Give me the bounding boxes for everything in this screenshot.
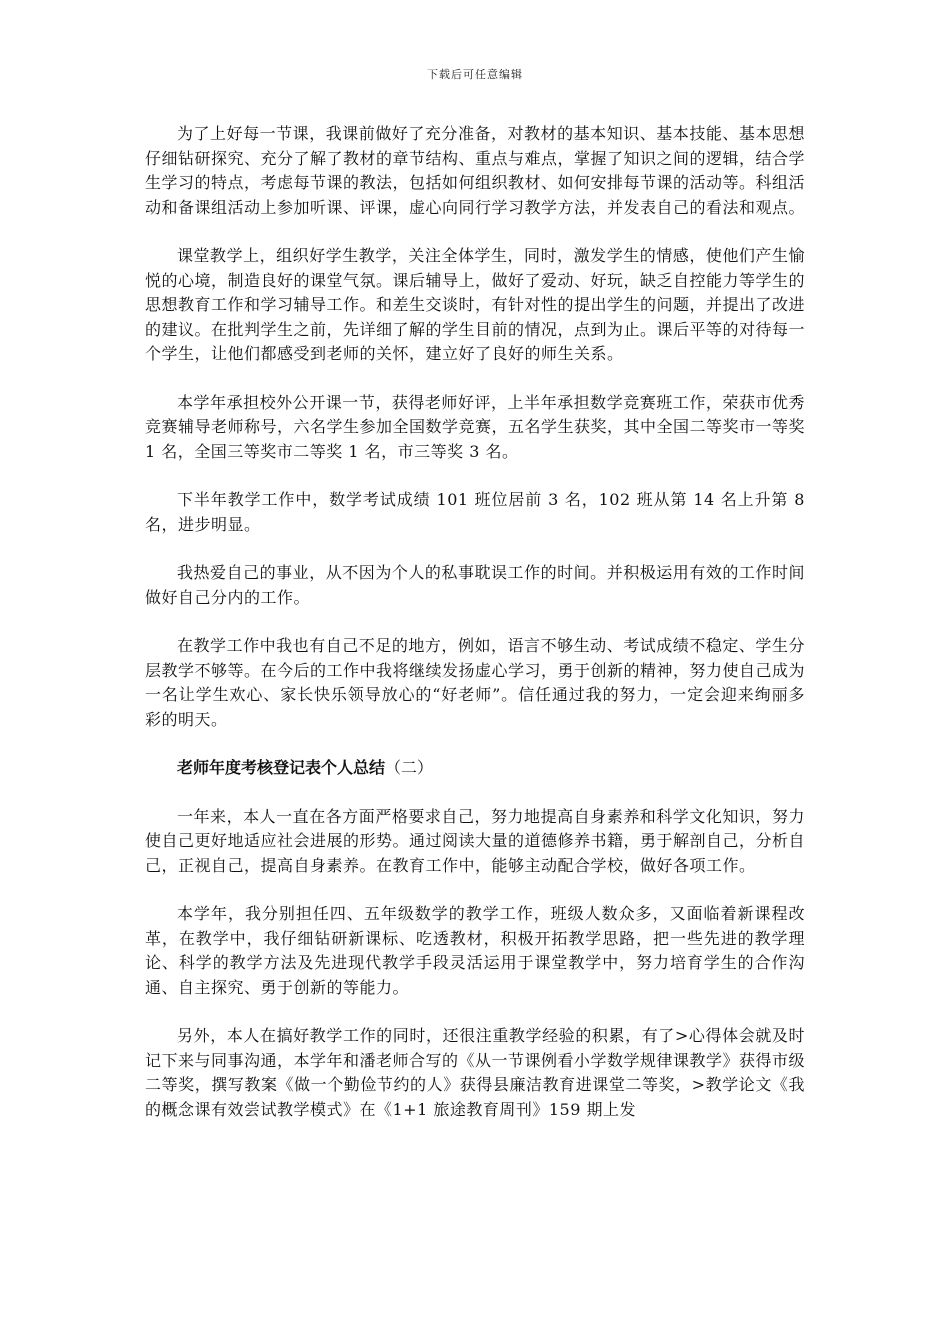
paragraph-experience-accumulation: 另外，本人在搞好教学工作的同时，还很注重教学经验的积累，有了>心得体会就及时记下来与同事沟通，本学年和潘老师合写的《从一节课例看小学数学规律课教学》获得市级二等奖，撰写教案《做一个勤俭节约的人》获得县廉洁教育进课堂二等奖，>教学论文《我的概念课有效尝试教学模式》在《1+1 旅途教育周刊》159 期上发 [145,1026,806,1119]
paragraph-self-requirements: 一年来，本人一直在各方面严格要求自己，努力地提高自身素养和科学文化知识，努力使自己更好地适应社会进展的形势。通过阅读大量的道德修养书籍，勇于解剖自己，分析自己，正视自己，提高自身素养。在教育工作中，能够主动配合学校，做好各项工作。 [145,806,806,875]
document-body [145,122,805,1146]
paragraph-math-teaching: 本学年，我分别担任四、五年级数学的教学工作，班级人数众多，又面临着新课程改革，在教学中，我仔细钻研新课标、吃透教材，积极开拓教学思路，把一些先进的教学理论、科学的教学方法及先进现代教学手段灵活运用于课堂教学中，努力培育学生的合作沟通、自主探究、勇于创新的等能力。 [145,904,805,997]
paragraph-classroom-teaching: 课堂教学上，组织好学生教学，关注全体学生，同时，激发学生的情感，使他们产生愉悦的心境，制造良好的课堂气氛。课后辅导上，做好了爱动、好玩，缺乏自控能力等学生的思想教育工作和学习辅导工作。和差生交谈时，有针对性的提出学生的问题，并提出了改进的建议。在批判学生之前，先详细了解的学生目前的情况，点到为止。课后平等的对待每一个学生，让他们都感受到老师的关怀，建立好了良好的师生关系。 [145,246,806,363]
section-title-text: 老师年度考核登记表个人总结 [177,758,386,777]
section-title-suffix: （二） [385,758,434,777]
paragraph-dedication: 我热爱自己的事业，从不因为个人的私事耽误工作的时间。并积极运用有效的工作时间做好自己分内的工作。 [145,563,805,607]
paragraph-exam-results: 下半年教学工作中，数学考试成绩 101 班位居前 3 名，102 班从第 14 名上升第 8 名，进步明显。 [145,490,805,534]
paragraph-competition-awards: 本学年承担校外公开课一节，获得老师好评，上半年承担数学竞赛班工作，荣获市优秀竞赛辅导老师称号，六名学生参加全国数学竞赛，五名学生获奖，其中全国二等奖市一等奖 1 名，全国三等奖市二等奖 1 名，市三等奖 3 名。 [145,392,806,461]
section-title [145,756,805,781]
page-header: 下载后可任意编辑 [427,68,523,81]
paragraph-lesson-preparation: 为了上好每一节课，我课前做好了充分准备，对教材的基本知识、基本技能、基本思想仔细钻研探究、充分了解了教材的章节结构、重点与难点，掌握了知识之间的逻辑，结合学生学习的特点，考虑每节课的教法，包括如何组织教材、如何安排每节课的活动等。科组活动和备课组活动上参加听课、评课，虚心向同行学习教学方法，并发表自己的看法和观点。 [145,124,806,217]
paragraph-shortcomings: 在教学工作中我也有自己不足的地方，例如，语言不够生动、考试成绩不稳定、学生分层教学不够等。在今后的工作中我将继续发扬虚心学习，勇于创新的精神，努力使自己成为一名让学生欢心、家长快乐领导放心的“好老师”。信任通过我的努力，一定会迎来绚丽多彩的明天。 [145,636,806,729]
